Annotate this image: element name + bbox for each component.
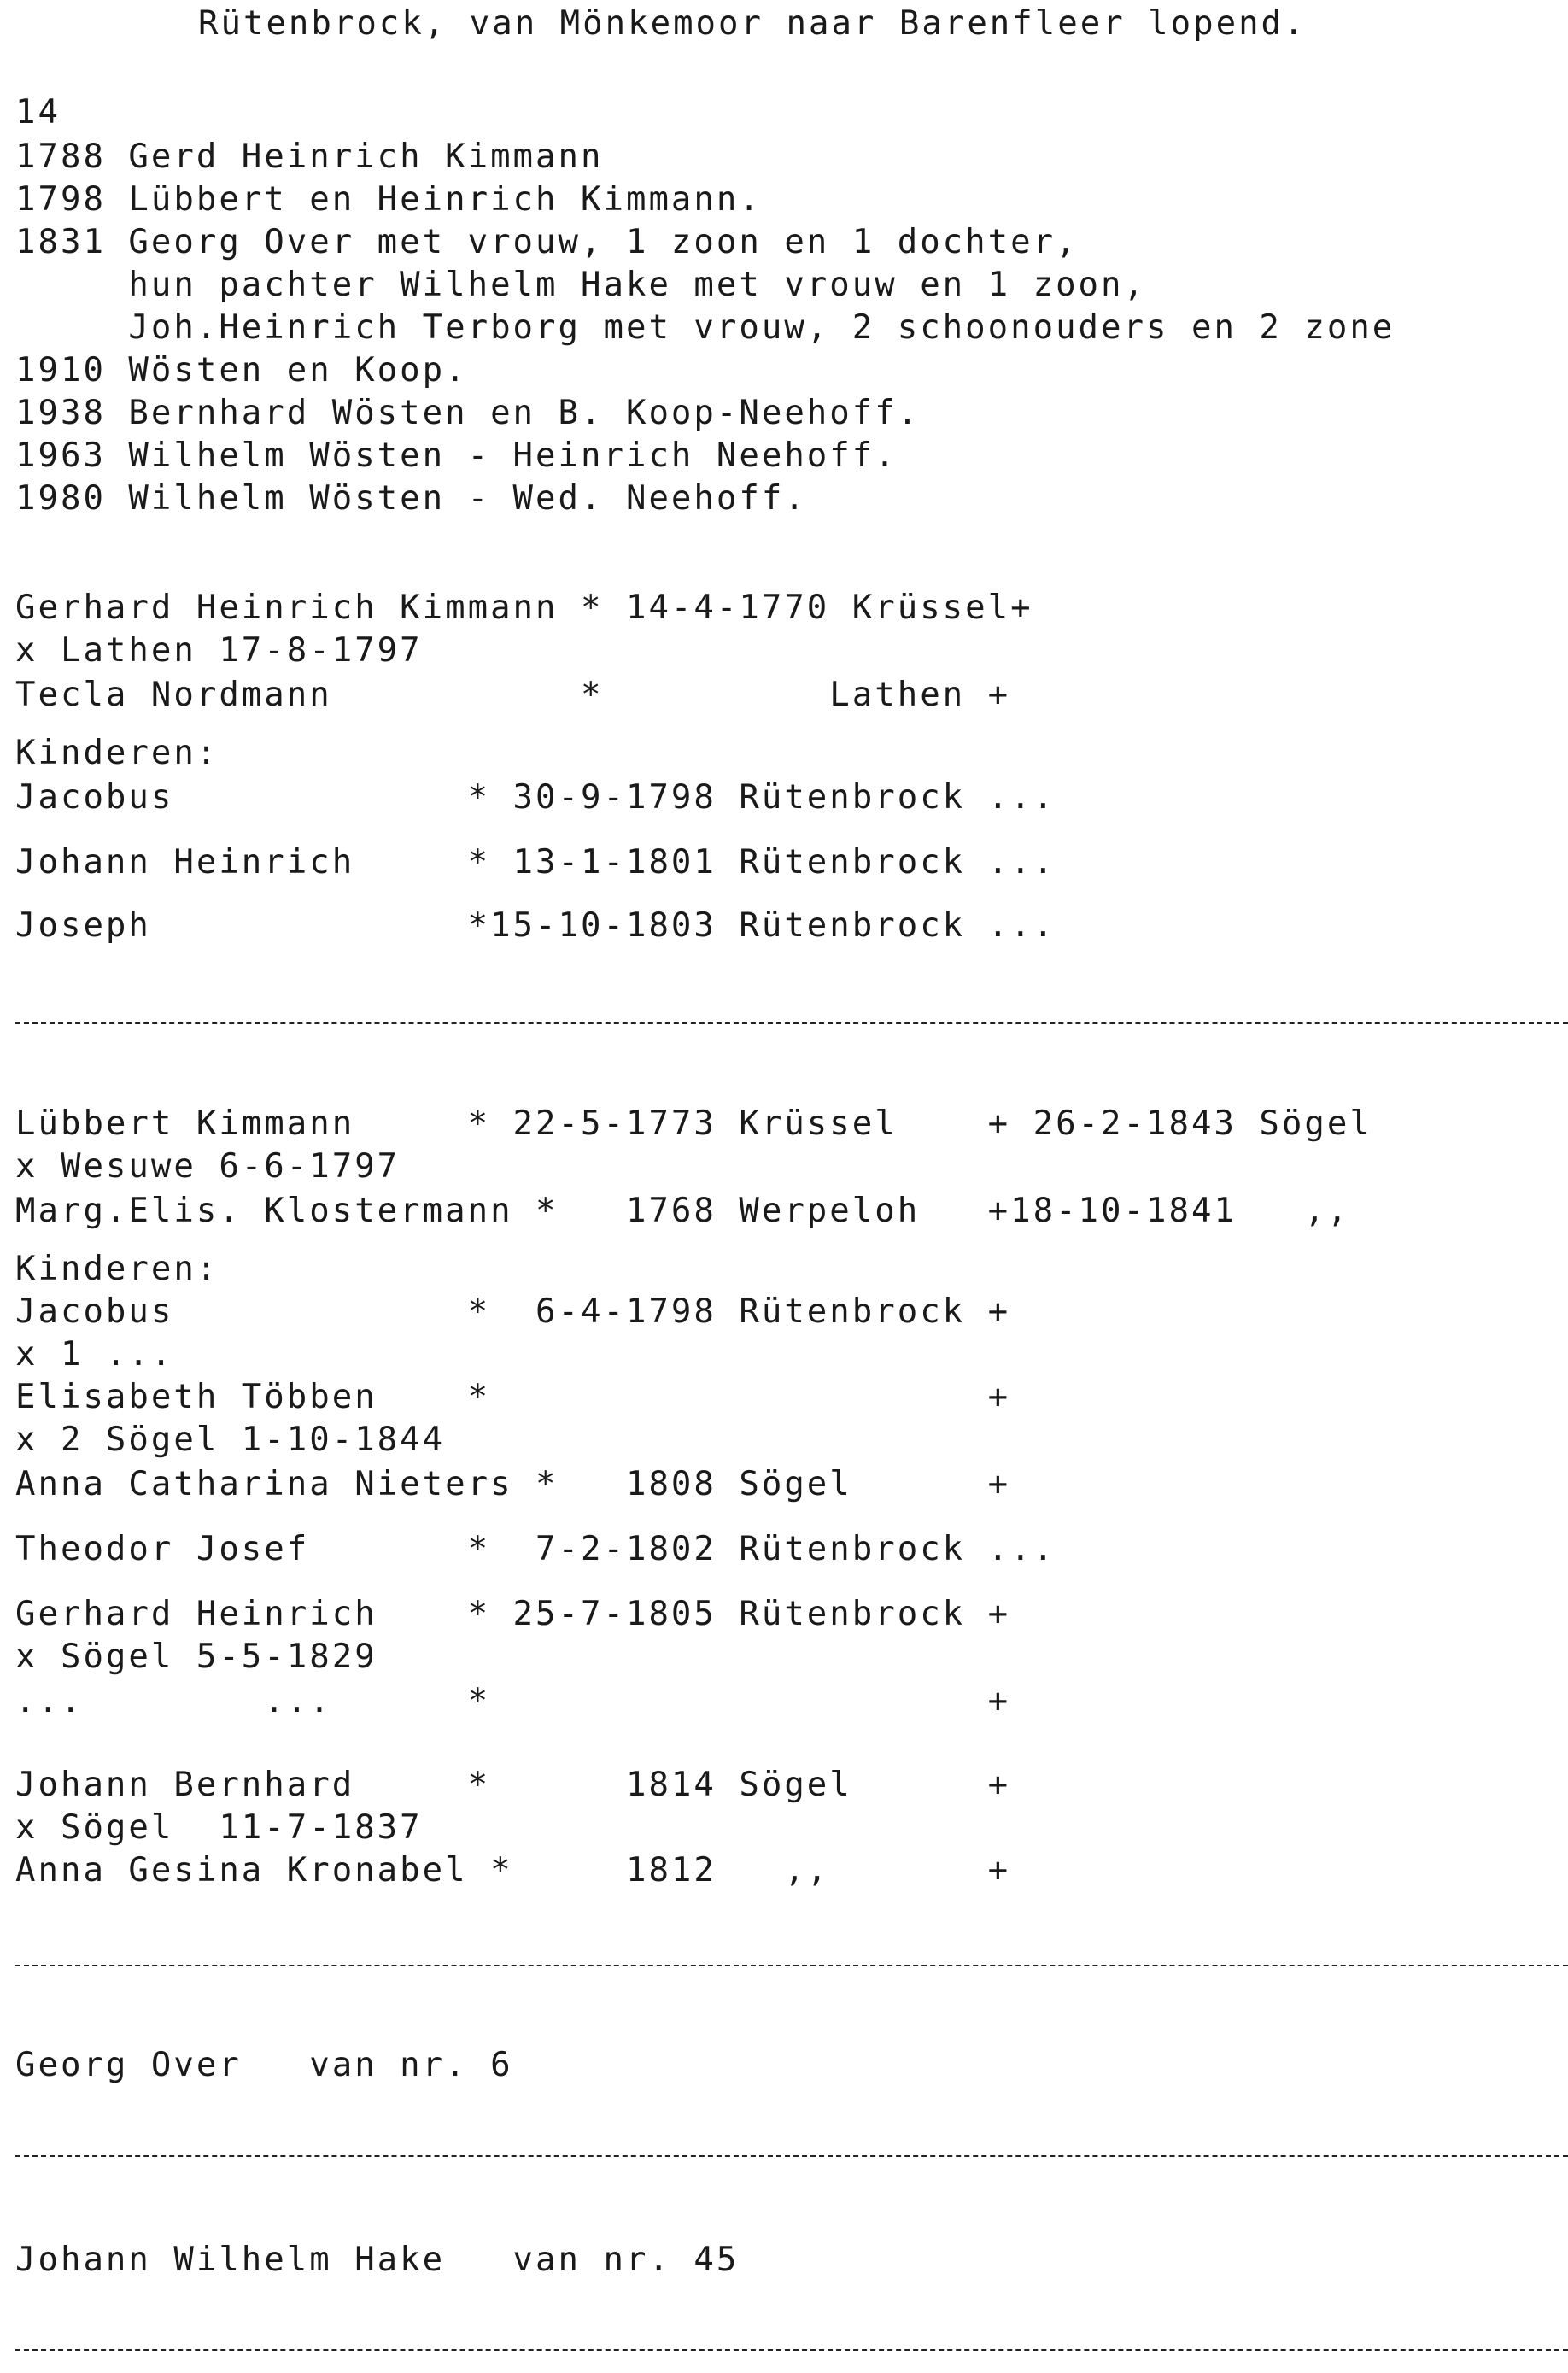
owner-line: 1910 Wösten en Koop. (15, 351, 468, 390)
section-divider (15, 1022, 1568, 1024)
reference-line: Georg Over van nr. 6 (15, 2046, 513, 2084)
section-divider (15, 2349, 1568, 2351)
family-line: ... ... * + (15, 1682, 1011, 1720)
owner-line: hun pachter Wilhelm Hake met vrouw en 1 zoon, (15, 266, 1146, 304)
family-line: Anna Catharina Nieters * 1808 Sögel + (15, 1465, 1011, 1503)
owner-line: Joh.Heinrich Terborg met vrouw, 2 schoonouders en 2 zone (15, 308, 1395, 347)
family-line: Joseph *15-10-1803 Rütenbrock ... (15, 906, 1056, 945)
family-line: x Wesuwe 6-6-1797 (15, 1147, 401, 1186)
family-line: Gerhard Heinrich * 25-7-1805 Rütenbrock + (15, 1595, 1011, 1633)
family-line: x Lathen 17-8-1797 (15, 631, 423, 670)
family-line: x 2 Sögel 1-10-1844 (15, 1421, 446, 1459)
owner-line: 1980 Wilhelm Wösten - Wed. Neehoff. (15, 479, 807, 518)
owner-line: 1963 Wilhelm Wösten - Heinrich Neehoff. (15, 437, 898, 475)
family-line: Theodor Josef * 7-2-1802 Rütenbrock ... (15, 1530, 1056, 1568)
house-number: 14 (15, 93, 61, 132)
family-line: Johann Heinrich * 13-1-1801 Rütenbrock ... (15, 843, 1056, 882)
reference-line: Johann Wilhelm Hake van nr. 45 (15, 2241, 740, 2279)
owner-line: 1798 Lübbert en Heinrich Kimmann. (15, 180, 762, 219)
family-line: Marg.Elis. Klostermann * 1768 Werpeloh +18-10-1841 ,, (15, 1192, 1350, 1230)
page-title: Rütenbrock, van Mönkemoor naar Barenfleer lopend. (198, 4, 1307, 43)
family-line: Kinderen: (15, 1250, 219, 1288)
family-line: Kinderen: (15, 734, 219, 772)
family-line: Tecla Nordmann * Lathen + (15, 676, 1011, 714)
family-line: x 1 ... (15, 1335, 174, 1374)
family-line: Jacobus * 30-9-1798 Rütenbrock ... (15, 778, 1056, 817)
owner-line: 1831 Georg Over met vrouw, 1 zoon en 1 dochter, (15, 223, 1079, 261)
family-line: Jacobus * 6-4-1798 Rütenbrock + (15, 1292, 1011, 1331)
family-line: Gerhard Heinrich Kimmann * 14-4-1770 Krüssel+ (15, 589, 1033, 627)
family-line: x Sögel 11-7-1837 (15, 1808, 423, 1847)
section-divider (15, 2155, 1568, 2157)
family-line: Elisabeth Többen * + (15, 1378, 1011, 1416)
family-line: Johann Bernhard * 1814 Sögel + (15, 1766, 1011, 1804)
owner-line: 1788 Gerd Heinrich Kimmann (15, 138, 604, 176)
family-line: x Sögel 5-5-1829 (15, 1638, 377, 1676)
section-divider (15, 1965, 1568, 1966)
owner-line: 1938 Bernhard Wösten en B. Koop-Neehoff. (15, 394, 921, 432)
family-line: Lübbert Kimmann * 22-5-1773 Krüssel + 26-2-1843 Sögel (15, 1104, 1372, 1143)
family-line: Anna Gesina Kronabel * 1812 ,, + (15, 1851, 1011, 1890)
